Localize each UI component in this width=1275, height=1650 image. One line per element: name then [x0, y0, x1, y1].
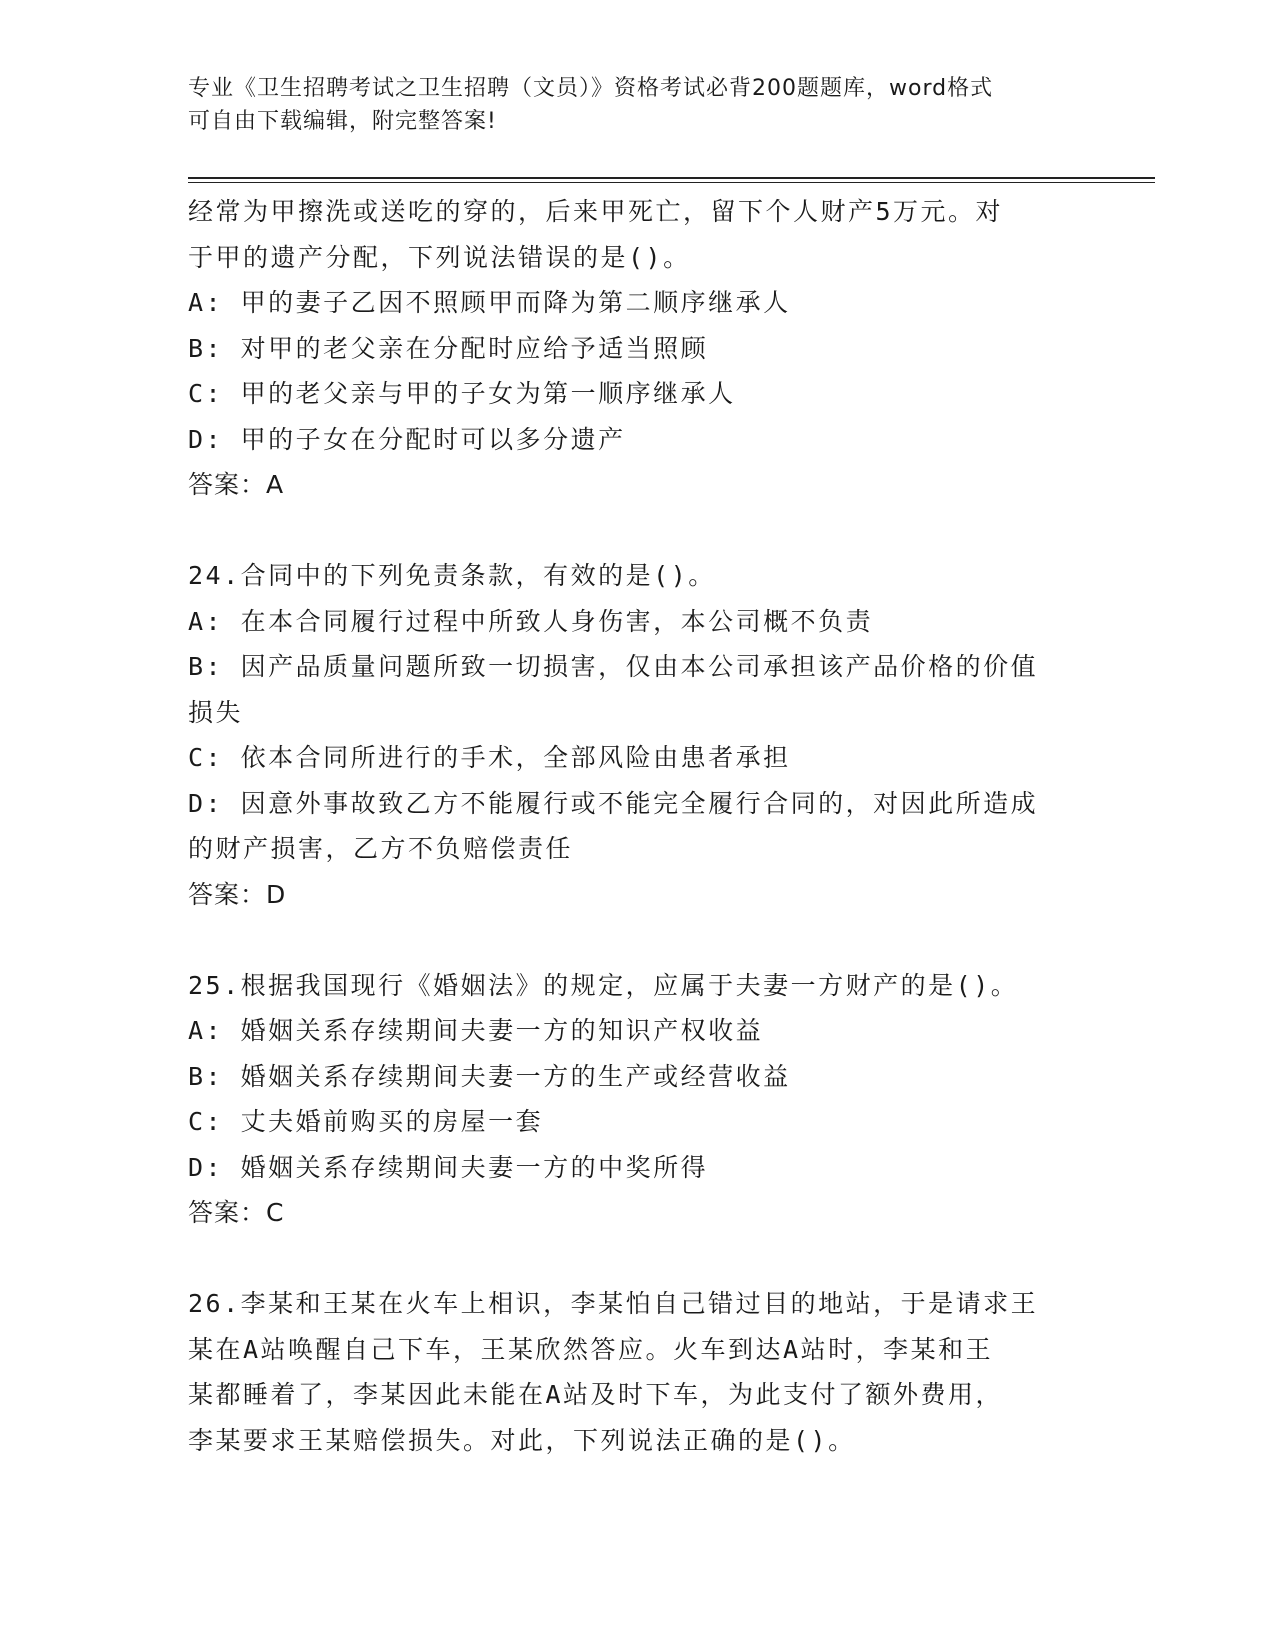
document-body — [188, 189, 1088, 1463]
question-25-option-a: A: 婚姻关系存续期间夫妻一方的知识产权收益 — [188, 1016, 764, 1045]
question-25-option-c: C: 丈夫婚前购买的房屋一套 — [188, 1107, 544, 1136]
question-23-stem-continued-2: 于甲的遗产分配，下列说法错误的是()。 — [188, 242, 691, 272]
question-24-option-d-continued: 的财产损害，乙方不负赔偿责任 — [188, 834, 574, 863]
question-25-stem: 25.根据我国现行《婚姻法》的规定，应属于夫妻一方财产的是()。 — [188, 970, 1019, 1000]
question-26-stem-4: 李某要求王某赔偿损失。对此，下列说法正确的是()。 — [188, 1425, 856, 1455]
question-23-option-a: A: 甲的妻子乙因不照顾甲而降为第二顺序继承人 — [188, 288, 791, 317]
question-25-option-b: B: 婚姻关系存续期间夫妻一方的生产或经营收益 — [188, 1061, 791, 1091]
question-25 — [188, 963, 1088, 1236]
question-25-option-d: D: 婚姻关系存续期间夫妻一方的中奖所得 — [188, 1152, 709, 1182]
spacer — [188, 508, 1088, 554]
question-24-option-b: B: 因产品质量问题所致一切损害，仅由本公司承担该产品价格的价值 — [188, 652, 1039, 681]
header-title-line-2: 可自由下载编辑，附完整答案! — [188, 109, 497, 134]
question-24-option-d: D: 因意外事故致乙方不能履行或不能完全履行合同的，对因此所造成 — [188, 788, 1039, 818]
question-24-answer: 答案：D — [188, 879, 287, 909]
spacer — [188, 1236, 1088, 1282]
question-24-option-b-continued: 损失 — [188, 697, 244, 727]
question-26-stem-1: 26.李某和王某在火车上相识，李某怕自己错过目的地站，于是请求王 — [188, 1289, 1039, 1318]
question-23-answer: 答案：A — [188, 470, 285, 499]
question-23-stem-continued-1: 经常为甲擦洗或送吃的穿的，后来甲死亡，留下个人财产5万元。对 — [188, 197, 1004, 226]
question-26 — [188, 1281, 1088, 1463]
question-23-option-b: B: 对甲的老父亲在分配时应给予适当照顾 — [188, 333, 709, 363]
header-title-line-1: 专业《卫生招聘考试之卫生招聘（文员）》资格考试必背200题题库，word格式 — [188, 76, 994, 101]
question-24-stem: 24.合同中的下列免责条款，有效的是()。 — [188, 561, 716, 590]
question-26-stem-3: 某都睡着了，李某因此未能在A站及时下车，为此支付了额外费用， — [188, 1380, 1004, 1409]
page-header — [188, 72, 1088, 138]
question-23-option-d: D: 甲的子女在分配时可以多分遗产 — [188, 424, 626, 454]
header-rule-thin — [188, 182, 1155, 183]
question-24-option-c: C: 依本合同所进行的手术，全部风险由患者承担 — [188, 743, 791, 772]
question-24 — [188, 553, 1088, 917]
question-23-option-c: C: 甲的老父亲与甲的子女为第一顺序继承人 — [188, 379, 736, 408]
question-26-stem-2: 某在A站唤醒自己下车，王某欣然答应。火车到达A站时，李某和王 — [188, 1334, 994, 1364]
spacer — [188, 917, 1088, 963]
question-23 — [188, 189, 1088, 508]
question-24-option-a: A: 在本合同履行过程中所致人身伤害，本公司概不负责 — [188, 606, 874, 636]
header-rule-thick — [188, 177, 1155, 179]
question-25-answer: 答案：C — [188, 1198, 285, 1227]
